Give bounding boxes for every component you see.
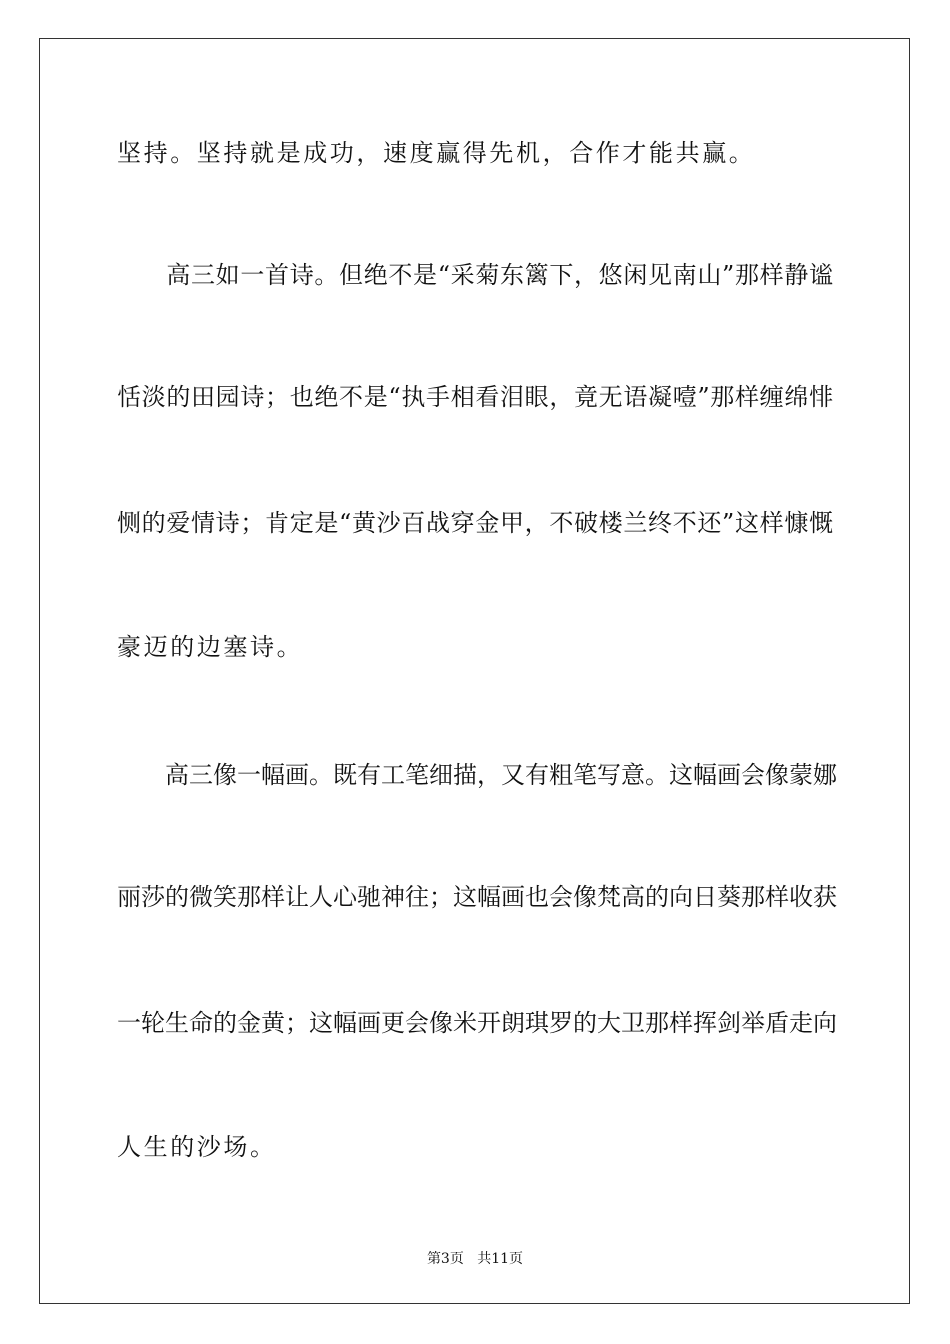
paragraph-3-line-3: 一轮生命的金黄；这幅画更会像米开朗琪罗的大卫那样挥剑举盾走向 bbox=[117, 1009, 837, 1037]
paragraph-3-line-4: 人生的沙场。 bbox=[117, 1133, 277, 1161]
paragraph-2-line-1: 高三如一首诗。但绝不是“采菊东篱下，悠闲见南山”那样静谧 bbox=[117, 261, 833, 289]
total-pages: 共11页 bbox=[477, 1251, 524, 1267]
paragraph-1-line-1: 坚持。坚持就是成功，速度赢得先机，合作才能共赢。 bbox=[117, 139, 756, 167]
paragraph-3-line-2: 丽莎的微笑那样让人心驰神往；这幅画也会像梵高的向日葵那样收获 bbox=[117, 883, 837, 911]
page-border bbox=[39, 38, 910, 1304]
paragraph-2-line-2: 恬淡的田园诗；也绝不是“执手相看泪眼，竟无语凝噎”那样缠绵悱 bbox=[117, 383, 833, 411]
page-number: 第3页 bbox=[426, 1251, 464, 1267]
paragraph-3-line-1: 高三像一幅画。既有工笔细描，又有粗笔写意。这幅画会像蒙娜 bbox=[117, 761, 837, 789]
page-footer bbox=[0, 1248, 950, 1268]
paragraph-2-line-4: 豪迈的边塞诗。 bbox=[117, 633, 304, 661]
paragraph-2-line-3: 恻的爱情诗；肯定是“黄沙百战穿金甲，不破楼兰终不还”这样慷慨 bbox=[117, 509, 833, 537]
